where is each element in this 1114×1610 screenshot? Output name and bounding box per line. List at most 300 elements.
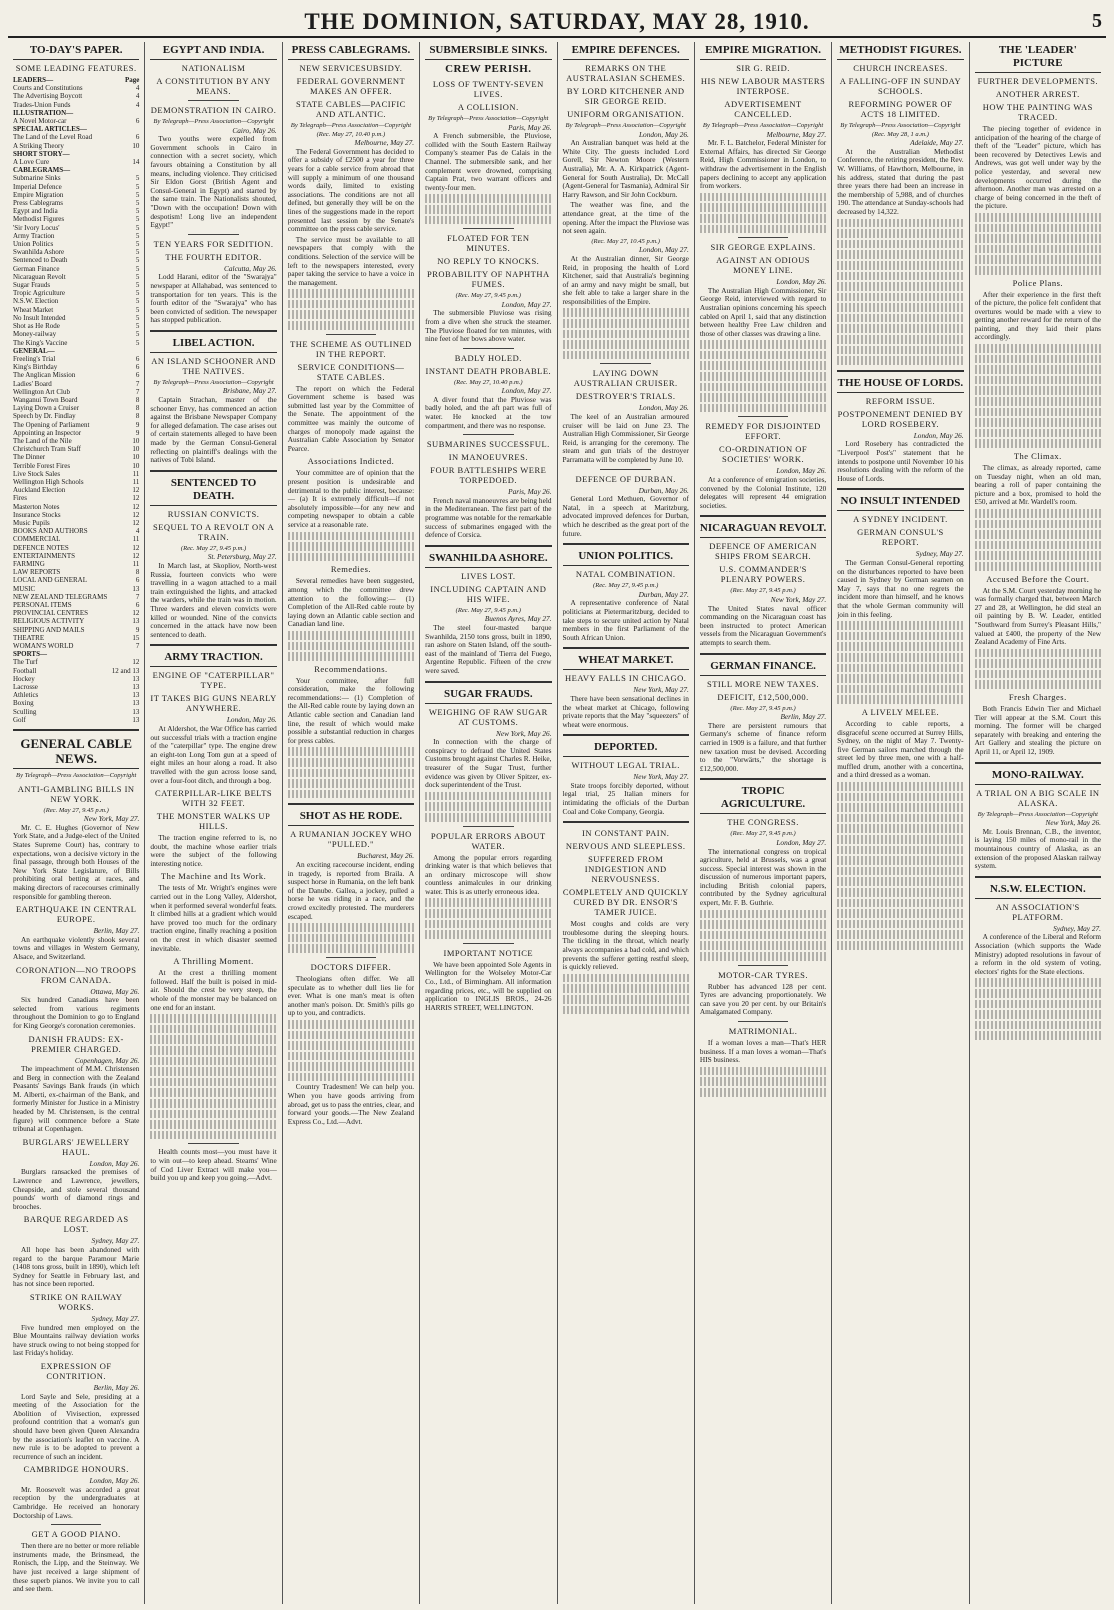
- index-row: [13, 380, 139, 388]
- subhead: A Thrilling Moment.: [173, 956, 254, 967]
- subhead: A LIVELY MELEE.: [861, 706, 940, 717]
- subhead: A COLLISION.: [457, 102, 519, 112]
- story-body: Captain Strachan, master of the schooner Envy, has commenced an action against the Brisbane Newspaper Company for alleged defamation. The case arises out of certain statements alleged to have been made by the German Consul-General reflecting on plaintiff's dealings with the natives of Tobi Island.: [150, 395, 277, 465]
- subhead: ADVERTISEMENT CANCELLED.: [724, 99, 802, 119]
- divider: [425, 545, 551, 547]
- index-page: 12 and 13: [111, 666, 140, 675]
- index-row: [13, 207, 139, 215]
- index-row: [13, 355, 139, 363]
- dateline: New York, May 26.: [1045, 818, 1101, 828]
- subhead: DEFENCE OF AMERICAN SHIPS FROM SEARCH.: [709, 541, 817, 562]
- divider: [563, 543, 689, 545]
- dateline: Cairo, May 26.: [232, 125, 277, 135]
- subhead: DEFICIT, £12,500,000.: [717, 691, 809, 702]
- dateline: London, May 26.: [913, 430, 964, 440]
- index-row: [13, 708, 139, 716]
- index-row: [13, 699, 139, 707]
- dateline: London, May 26.: [226, 715, 277, 725]
- subhead: HEAVY FALLS IN CHICAGO.: [565, 673, 687, 684]
- dateline: Sydney, May 27.: [91, 1313, 140, 1323]
- index-row: [13, 544, 139, 552]
- index-row: [13, 642, 139, 650]
- index-page: 7: [135, 387, 140, 396]
- subhead: FURTHER DEVELOPMENTS.: [977, 76, 1099, 86]
- index-page: 12: [132, 551, 140, 560]
- union-politics-heading: UNION POLITICS.: [563, 550, 689, 566]
- subhead: LOSS OF TWENTY-SEVEN LIVES.: [432, 79, 544, 99]
- subhead: ANOTHER ARREST.: [995, 89, 1080, 99]
- divider: [738, 416, 789, 417]
- story-body: At the crest a thrilling moment followed. Half the built is poised in mid-air. Should the crest be very steep, the whole of the monster may be balanced on one end for an instant.: [150, 968, 277, 1012]
- submersible-sinks-heading: SUBMERSIBLE SINKS.: [425, 44, 551, 60]
- story-body: Both Francis Edwin Tier and Michael Tier will appear at the S.M. Court this morning. The former will be charged separately with breaking and entering the Art Gallery and stealing the picture on April 11, or April 12, 1909.: [974, 704, 1101, 757]
- story-body: The United States naval officer commanding on the Nicaraguan coast has been instructed to protect American vessels from the Nicaraguan Government's attempts to search them.: [699, 603, 827, 647]
- dateline: London, May 26.: [639, 129, 689, 139]
- general-cable-news-heading: GENERAL CABLE NEWS.: [13, 736, 139, 769]
- index-page: 8: [135, 404, 140, 413]
- story-body: Burglars ransacked the premises of Lawrence and Lawrence, jewellers, Cheapside, and stole several thousand pounds' worth of diamond rings and brooches.: [13, 1167, 140, 1211]
- story-body: The traction engine referred to is, no doubt, the machine whose earlier trials were the subject of the following interesting notice.: [150, 833, 277, 868]
- divider: [700, 778, 826, 780]
- index-entry: NEW ZEALAND TELEGRAMS: [13, 592, 108, 601]
- index-page: 9: [135, 420, 140, 429]
- index-entry: SHORT STORY—: [13, 149, 70, 158]
- index-row: [13, 437, 139, 445]
- index-row: [13, 322, 139, 330]
- index-row: [13, 191, 139, 199]
- subhead: RUSSIAN CONVICTS.: [167, 508, 260, 519]
- index-row: [13, 150, 139, 158]
- dateline: London, May 26.: [639, 403, 689, 413]
- subhead: DESTROYER'S TRIALS.: [575, 391, 676, 402]
- index-page: 6: [135, 601, 140, 609]
- index-entry: Army Traction: [13, 231, 55, 240]
- divider: [837, 488, 963, 490]
- index-page: 12: [132, 510, 140, 519]
- empire-defences-heading: EMPIRE DEFENCES.: [563, 44, 689, 60]
- index-page: Page: [124, 76, 140, 84]
- index-row: [13, 527, 139, 535]
- dateline: Melbourne, May 27.: [354, 138, 415, 148]
- story-body: Mr. C. E. Hughes (Governor of New York State, and a Judge-elect of the United States Supreme Court) has, contrary to expectations, won a decisive victory in the final passage, through both Houses of the New York State Legislature, of Bills prohibiting oral betting at races, and making directors of racecourses criminally responsible for gambling thereon.: [13, 822, 140, 901]
- subhead: STILL MORE NEW TAXES.: [706, 678, 820, 689]
- index-entry: Ladies' Board: [13, 379, 52, 388]
- index-row: [13, 248, 139, 256]
- index-page: 13: [132, 715, 140, 724]
- divider: [150, 330, 276, 332]
- index-page: 5: [135, 182, 140, 191]
- subhead: MOTOR-CAR TYRES.: [718, 969, 808, 980]
- subhead: The Machine and Its Work.: [160, 871, 267, 882]
- index-entry: Appointing an Inspector: [13, 428, 82, 437]
- index-entry: The Land of the Level Road: [13, 133, 93, 142]
- column-4: [420, 42, 557, 1604]
- index-row: [13, 240, 139, 248]
- subhead: ENGINE OF "CATERPILLAR" TYPE.: [152, 670, 275, 691]
- index-row: [13, 363, 139, 371]
- sugar-frauds-heading: SUGAR FRAUDS.: [425, 688, 551, 704]
- dateline: London, May 27.: [639, 245, 689, 255]
- index-row: [13, 453, 139, 461]
- tropic-agriculture-heading: TROPIC AGRICULTURE.: [700, 785, 826, 814]
- dateline: Paris, May 26.: [508, 122, 552, 132]
- index-row: [13, 142, 139, 150]
- story-heading: EXPRESSION OF CONTRITION.: [40, 1360, 112, 1381]
- deported-heading: DEPORTED.: [563, 741, 689, 757]
- index-page: 5: [135, 223, 140, 232]
- newspaper-title: THE DOMINION, SATURDAY, MAY 28, 1910.: [304, 9, 810, 34]
- divider: [13, 729, 139, 731]
- advert-body: Country Tradesmen! We can help you. When you have goods arriving from abroad, get us to pass the entries, clear, and forward your goods.—The New Zealand Express Co., Ltd.—Advt.: [287, 1082, 415, 1126]
- index-entry: BOOKS AND AUTHORS: [13, 527, 88, 536]
- received-line: (Rec. May 27, 10.45 p.m.): [591, 237, 661, 245]
- divider: [288, 803, 414, 805]
- story-body: Mr. Roosevelt was accorded a great reception by the undergraduates at Cambridge. He received an honorary Doctorship of Laws.: [13, 1484, 140, 1520]
- subhead: A CONSTITUTION BY ANY MEANS.: [156, 76, 271, 96]
- index-entry: Hockey: [13, 674, 35, 683]
- divider: [463, 228, 514, 229]
- story-body: The keel of an Australian armoured cruiser will be laid on June 23. The Australian High Commissioner, Sir George Reid, is arranging for the ceremony. The steam and gun trials of the destroyer Parramatta will be completed by June 10.: [562, 412, 689, 464]
- index-entry: CABLEGRAMS—: [13, 166, 71, 175]
- index-page: 8: [135, 568, 140, 577]
- received-line: (Rec. May 27, 9.45 p.m.): [180, 544, 247, 552]
- index-entry: A Love Cure: [13, 158, 50, 167]
- index-row: [13, 339, 139, 347]
- index-entry: Trades-Union Funds: [13, 100, 71, 109]
- story-body: All hope has been abandoned with regard to the barque Paramour Marie (1408 tons gross, built in 1890), which left Sydney for Seattle in February last, and has not since been reported.: [13, 1245, 140, 1289]
- story-body: Mr. F. L. Batchelor, Federal Minister for External Affairs, has directed Sir George Reid, High Commissioner in London, to withdraw the advertisement in the English papers declining to accept any application from workers.: [699, 138, 827, 191]
- dateline: New York, May 27.: [633, 772, 689, 782]
- index-row: [13, 396, 139, 404]
- subhead: REFORM ISSUE.: [865, 395, 936, 406]
- index-row: [13, 281, 139, 289]
- index-page: 10: [132, 445, 140, 454]
- index-row: [13, 84, 139, 92]
- index-page: 8: [135, 412, 140, 421]
- story-body: At Aldershot, the War Office has carried out successful trials with a traction engine of the "caterpillar" type. The engine drew an eight-ton Long Tom gun at a speed of eight miles an hour along a road. It also travelled with the gun across loose sand, over a four-foot ditch, and through a bog.: [150, 723, 277, 785]
- advert-body: Then there are no better or more reliable instruments made, the Brinsmead, the Ronisch, the Lipp, and the Steinway. We have just received a large shipment of these superb pianos. We invite you to call and see them.: [13, 1541, 140, 1594]
- story-body: In March last, at Skopliov, North-west Russia, fourteen convicts who were travelling in a wagon attached to a mail train extinguished the lights, and attacked the warders, while the train was in motion. Three warders and eleven convicts were killed or wounded. Nine of the convicts concerned in the attack have now been sentenced to death.: [150, 561, 277, 639]
- divider: [188, 1143, 239, 1144]
- dateline: London, May 26.: [89, 1476, 140, 1486]
- dateline: New York, May 27.: [83, 814, 140, 824]
- index-entry: DEFENCE NOTES: [13, 543, 69, 552]
- advert-body: Theologians often differ. We all speculate as to whether dull lies lie for ever. What is one man's meat is often another man's poison. Dr. Smith's pills go up to you, and contradicts.: [287, 973, 415, 1018]
- index-row: [13, 347, 139, 355]
- index-page: 13: [132, 683, 140, 692]
- index-entry: Insurance Stocks: [13, 510, 61, 519]
- index-entry: Methodist Figures: [13, 215, 65, 224]
- divider: [738, 965, 789, 966]
- divider: [425, 681, 551, 683]
- story-body: A French submersible, the Pluviose, collided with the South Eastern Railway Company's steamer Pas de Calais in the Channel. The submersible sank, and her complement were drowned, comprising Captain Prat, two warrant officers and twenty-four men.: [425, 131, 552, 192]
- index-entry: The Opening of Parliament: [13, 420, 90, 429]
- index-page: 5: [135, 330, 140, 339]
- subhead: FLOATED FOR TEN MINUTES.: [447, 233, 530, 254]
- story-body: According to cable reports, a disgraceful scene occurred at Surrey Hills, Sydney, on the night of May 7. Twenty-five German sailors marched through the street led by three men, one with a half-muffled drum, another with a concertina, and a third dressed as a woman.: [837, 718, 964, 780]
- index-row: [13, 503, 139, 511]
- dateline: Berlin, May 27.: [780, 712, 827, 722]
- story-body: In connection with the charge of conspiracy to defraud the United States Customs brought against Charles R. Heike, treasurer of the Sugar Trust, further evidence was given by Oliver Spitzer, ex-dock superintendent of the Trust.: [425, 737, 552, 790]
- nsw-election-heading: N.S.W. ELECTION.: [975, 883, 1101, 899]
- credit-line: By Telegraph—Press Association—Copyright: [153, 118, 274, 125]
- subhead: Fresh Charges.: [1008, 692, 1067, 703]
- subhead: CATERPILLAR-LIKE BELTS WITH 32 FEET.: [154, 788, 273, 809]
- index-entry: WOMAN'S WORLD: [13, 642, 74, 651]
- index-entry: Masterton Notes: [13, 502, 60, 511]
- divider: [463, 434, 514, 435]
- index-page: 11: [132, 477, 140, 486]
- advert-body: Among the popular errors regarding drinking water is that which believes that an ordinary microscope will show countless animalcules in our drinking water. This is as utterly erroneous idea.: [425, 852, 552, 896]
- story-body: A conference of the Liberal and Reform Association (which supports the Wade Ministry) adopted resolutions in favour of a reform in the old system of voting, electors' rights for the State elections.: [974, 932, 1101, 976]
- index-entry: The King's Vaccine: [13, 338, 68, 347]
- index-page: 5: [135, 231, 140, 240]
- story-heading: BURGLARS' JEWELLERY HAUL.: [22, 1136, 130, 1157]
- story-body: The tests of Mr. Wright's engines were carried out in the Long Valley, Aldershot, when it performed several wonderful feats. It climbed hills at a gradient which would have proved too much for the ordinary traction engine, finally reaching a position on the crest in which disaster seemed inevitable.: [150, 883, 277, 953]
- index-entry: The Land of the Nile: [13, 436, 72, 445]
- index-page: 4: [135, 84, 140, 93]
- advert-heading: GET A GOOD PIANO.: [31, 1529, 121, 1540]
- dateline: London, May 27.: [501, 299, 552, 309]
- subhead: BADLY HOLED.: [454, 352, 522, 363]
- index-page: 12: [132, 518, 140, 527]
- index-row: [13, 585, 139, 593]
- subhead: THE FOURTH EDITOR.: [165, 251, 262, 262]
- subhead: THE MONSTER WALKS UP HILLS.: [156, 811, 271, 832]
- divider: [600, 363, 651, 364]
- index-row: [13, 691, 139, 699]
- received-line: (Rec. May 27, 9.45 p.m.): [455, 292, 521, 300]
- empire-migration-heading: EMPIRE MIGRATION.: [700, 44, 826, 60]
- index-entry: Press Cablegrams: [13, 199, 63, 208]
- contents-index: [13, 76, 139, 724]
- index-row: [13, 429, 139, 437]
- story-heading: STRIKE ON RAILWAY WORKS.: [29, 1291, 123, 1312]
- story-body: At a conference of emigration societies, convened by the Colonial Institute, 120 delegates will represent 44 emigration societies.: [699, 475, 827, 510]
- subhead: WITHOUT LEGAL TRIAL.: [571, 760, 680, 771]
- index-entry: A Novel Motor-car: [13, 117, 67, 126]
- index-page: 13: [132, 617, 140, 626]
- credit-line: By Telegraph—Press Association—Copyright: [977, 810, 1098, 818]
- story-body: There are persistent rumours that Germany's scheme of finance reform carried in 1909 is a failure, and that further new taxation must be devised. According to the "Vorwärts," the shortage is £12,500,000.: [699, 720, 827, 773]
- index-page: 5: [135, 207, 140, 216]
- index-entry: The Dinner: [13, 453, 46, 462]
- subhead: SIR GEORGE EXPLAINS.: [710, 242, 816, 253]
- subhead: POPULAR ERRORS ABOUT WATER.: [430, 830, 546, 851]
- subhead: NO REPLY TO KNOCKS.: [437, 256, 540, 267]
- index-row: [13, 330, 139, 338]
- subhead: LIVES LOST.: [461, 570, 516, 581]
- index-row: [13, 166, 139, 174]
- index-entry: The Advertising Boycott: [13, 92, 83, 101]
- dateline: London, May 26.: [776, 277, 827, 287]
- story-heading: ANTI-GAMBLING BILLS IN NEW YORK.: [17, 783, 135, 804]
- sentenced-heading: SENTENCED TO DEATH.: [150, 477, 276, 506]
- index-entry: The Anglican Mission: [13, 371, 76, 380]
- story-body: At the Australian Methodist Conference, the retiring president, the Rev. W. Williams, of Hawthorn, Melbourne, in his address, stated that during the past three years there had been an increase in the membership of 5,988, and of churches 190. The attendance at Sunday-schools had decreased by 14,322.: [837, 146, 964, 216]
- subhead: INCLUDING CAPTAIN AND HIS WIFE.: [430, 583, 547, 604]
- index-entry: German Finance: [13, 264, 60, 273]
- dateline: Adelaide, May 27.: [910, 138, 964, 148]
- index-entry: Sentenced to Death: [13, 256, 68, 265]
- index-entry: Union Politics: [13, 240, 54, 249]
- index-page: 5: [135, 190, 140, 199]
- index-entry: 'Sir Ivory Locus': [13, 223, 60, 232]
- index-entry: Music Pupils: [13, 518, 50, 527]
- index-entry: Wanganui Town Board: [13, 395, 78, 404]
- index-page: 10: [132, 461, 140, 470]
- subhead: CO-ORDINATION OF SOCIETIES' WORK.: [719, 444, 808, 465]
- index-entry: ILLUSTRATION—: [13, 108, 74, 117]
- dateline: Durban, May 27.: [638, 589, 689, 599]
- index-page: 5: [135, 256, 140, 265]
- index-entry: Laying Down a Cruiser: [13, 404, 79, 413]
- dateline: Sydney, May 27.: [915, 549, 964, 559]
- index-row: [13, 133, 139, 141]
- story-body: The impeachment of M.M. Christensen and Berg in connection with the Zealand Peasants' Savings Bank frauds (in which M. Alberti, ex-chairman of the Bank, and formerly Minister for Justice in a Ministry headed by M. Christensen, is the central figure) will commence before a State tribunal at Copenhagen.: [13, 1064, 140, 1134]
- index-row: [13, 92, 139, 100]
- story-body: The Federal Government has decided to offer a subsidy of £2500 a year for three years for a cable service from abroad that will supply a minimum of one thousand words daily, limited to existing associations. The conditions are not all defined, but generally they will be on the lines of the suggestions made in the report presented last session by the Senate's committee on the press cable service.: [287, 146, 415, 234]
- dateline: Bucharest, May 26.: [357, 851, 415, 861]
- advert-body: If a woman loves a man—That's HER business. If a man loves a woman—That's HIS business.: [699, 1038, 827, 1065]
- index-row: [13, 224, 139, 232]
- index-page: 4: [135, 527, 140, 536]
- subhead: REMEDY FOR DISJOINTED EFFORT.: [705, 421, 821, 442]
- subhead: SUBMARINES SUCCESSFUL.: [426, 439, 550, 450]
- methodist-figures-heading: METHODIST FIGURES.: [837, 44, 963, 60]
- divider: [700, 653, 826, 655]
- index-row: [13, 256, 139, 264]
- index-page: 11: [132, 559, 140, 568]
- house-of-lords-heading: THE HOUSE OF LORDS.: [837, 377, 963, 393]
- index-entry: Tropic Agriculture: [13, 289, 66, 298]
- index-entry: MUSIC: [13, 584, 36, 593]
- index-entry: THEATRE: [13, 633, 45, 642]
- story-body: General Lord Methuen, Governor of Natal, in a speech at Maritzburg, advocated improved defences for Durban, which he described as the great port of the future.: [562, 494, 689, 538]
- index-entry: Courts and Constitutions: [13, 84, 83, 93]
- subhead: DOCTORS DIFFER.: [310, 961, 392, 972]
- story-body: The Australian High Commissioner, Sir George Reid, interviewed with regard to Australian opinions concerning his speech cabled on April 1, said that any distinction between healthy Free Law children and those of other classes was drawing a line.: [699, 285, 827, 338]
- index-row: [13, 478, 139, 486]
- column-6: [695, 42, 832, 1604]
- story-body: Five hundred men employed on the Blue Mountains railway deviation works have struck owing to not being stopped for last Friday's holiday.: [13, 1322, 140, 1358]
- index-row: [13, 658, 139, 666]
- index-entry: Christchurch Tram Staff: [13, 445, 81, 454]
- advert-body: Health counts most—you must have it to win out—to keep ahead. Stearns' Wine of Cod Liver Extract will make you—build you up and keep you going.—Advt.: [150, 1147, 277, 1183]
- index-page: 6: [135, 576, 140, 585]
- divider: [463, 826, 514, 827]
- index-entry: Boxing: [13, 699, 34, 708]
- masthead: [8, 8, 1106, 38]
- wheat-market-heading: WHEAT MARKET.: [563, 654, 689, 670]
- divider: [463, 943, 514, 944]
- index-row: [13, 511, 139, 519]
- index-entry: Money-railway: [13, 330, 57, 339]
- mono-railway-heading: MONO-RAILWAY.: [975, 769, 1101, 785]
- dateline: London, May 26.: [89, 1158, 140, 1168]
- index-entry: Egypt and India: [13, 207, 58, 216]
- dateline: Ottawa, May 26.: [90, 986, 140, 996]
- page-number: 5: [1092, 10, 1102, 32]
- subhead: A TRIAL ON A BIG SCALE IN ALASKA.: [976, 787, 1100, 808]
- index-page: 13: [132, 584, 140, 593]
- subhead: NEW SERVICESUBSIDY.: [299, 63, 403, 73]
- index-entry: COMMERCIAL: [13, 535, 61, 544]
- index-entry: Terrible Forest Fires: [13, 461, 71, 470]
- index-entry: Imperial Defence: [13, 182, 62, 191]
- received-line: (Rec. May 27, 10.40 p.m.): [316, 130, 386, 138]
- story-heading: CORONATION—NO TROOPS FROM CANADA.: [15, 964, 137, 985]
- subhead: DEMONSTRATION IN CAIRO.: [150, 105, 277, 115]
- subhead: GERMAN CONSUL'S REPORT.: [857, 527, 944, 548]
- index-row: [13, 199, 139, 207]
- swanhilda-heading: SWANHILDA ASHORE.: [425, 552, 551, 568]
- advert-body: Rubber has advanced 128 per cent. Tyres are advancing proportionately. We can save you 20 per cent. by our Britain's Amalgamated Company.: [699, 981, 827, 1017]
- index-row: [13, 568, 139, 576]
- subhead: IT TAKES BIG GUNS NEARLY ANYWHERE.: [150, 693, 277, 714]
- subhead: A SYDNEY INCIDENT.: [853, 514, 948, 525]
- dateline: Durban, May 26.: [638, 485, 689, 495]
- received-line: (Rec. May 27, 9.45 p.m.): [730, 587, 796, 595]
- index-page: 9: [135, 625, 140, 634]
- received-line: (Rec. May 27, 9.45 p.m.): [43, 806, 109, 814]
- index-page: 5: [135, 248, 140, 257]
- credit-line: By Telegraph—Press Association—Copyright: [428, 115, 549, 122]
- subhead: SERVICE CONDITIONS—STATE CABLES.: [297, 361, 405, 382]
- libel-action-heading: LIBEL ACTION.: [150, 337, 276, 353]
- index-entry: Sculling: [13, 707, 37, 716]
- divider: [188, 234, 239, 235]
- index-entry: Fires: [13, 494, 27, 503]
- subhead: The Climax.: [1013, 451, 1062, 461]
- story-body: The weather was fine, and the attendance great, at the time of the opening. After the impact the Pluviose was not seen again.: [562, 200, 689, 236]
- subhead: SUFFERED FROM INDIGESTION AND NERVOUSNESS.: [584, 854, 667, 885]
- dateline: St. Petersburg, May 27.: [207, 552, 277, 562]
- received-line: (Rec. May 28, 1 a.m.): [871, 130, 929, 138]
- dateline: Paris, May 26.: [508, 487, 552, 497]
- index-page: 12: [132, 609, 140, 618]
- story-body: The piecing together of evidence in anticipation of the hearing of the charge of theft of the "Leader" picture, which has been recovered by Detectives Lewis and Andrews, was got well under way by the police yesterday, and several new developments occurred during the afternoon. Another man was arrested on a charge of being concerned in the theft of the picture.: [974, 124, 1101, 211]
- subhead: LAYING DOWN AUSTRALIAN CRUISER.: [573, 368, 678, 389]
- story-body: At the Australian dinner, Sir George Reid, in proposing the health of Lord Kitchener, said that Australia's beginning of an army and navy might be small, but she felt able to take a larger share in the responsibilities of the Empire.: [562, 253, 689, 306]
- story-body: The German Consul-General reporting on the disturbances reported to have been caused in Sydney by German seamen on May 7, says that no one regrets the incident more than himself, and he knows that the whole German community will join in this feeling.: [837, 558, 964, 619]
- index-row: [13, 601, 139, 609]
- subhead: REFORMING POWER OF ACTS 18 LIMITED.: [848, 99, 953, 119]
- subhead: CHURCH INCREASES.: [853, 63, 948, 73]
- press-cablegrams-heading: PRESS CABLEGRAMS.: [288, 44, 414, 60]
- divider: [738, 237, 789, 238]
- divider: [188, 100, 239, 101]
- index-page: 4: [135, 100, 140, 109]
- index-entry: Empire Migration: [13, 190, 64, 199]
- advert-body: We have been appointed Sole Agents in Wellington for the Wolseley Motor-Car Co., Ltd., of Birmingham. All information regarding prices, etc., will be supplied on application to INGLIS BROS., 24-26 HARRIS STREET, WELLINGTON.: [425, 959, 552, 1012]
- received-line: (Rec. May 27, 9.45 p.m.): [593, 582, 659, 590]
- index-row: [13, 158, 139, 166]
- subhead: POSTPONEMENT DENIED BY LORD ROSEBERY.: [837, 408, 964, 429]
- index-entry: Sugar Frauds: [13, 281, 51, 290]
- divider: [150, 470, 276, 472]
- subhead: IMPORTANT NOTICE: [443, 947, 534, 958]
- credit-line: By Telegraph—Press Association—Copyright: [840, 122, 961, 129]
- dateline: New York, May 26.: [496, 728, 552, 738]
- index-row: [13, 486, 139, 494]
- column-7: [832, 42, 969, 1604]
- credit-line: By Telegraph—Press Association—Copyright: [290, 122, 412, 129]
- index-page: [135, 166, 139, 174]
- column-8: [970, 42, 1106, 1604]
- index-entry: RELIGIOUS ACTIVITY: [13, 617, 85, 626]
- index-page: 5: [135, 322, 140, 331]
